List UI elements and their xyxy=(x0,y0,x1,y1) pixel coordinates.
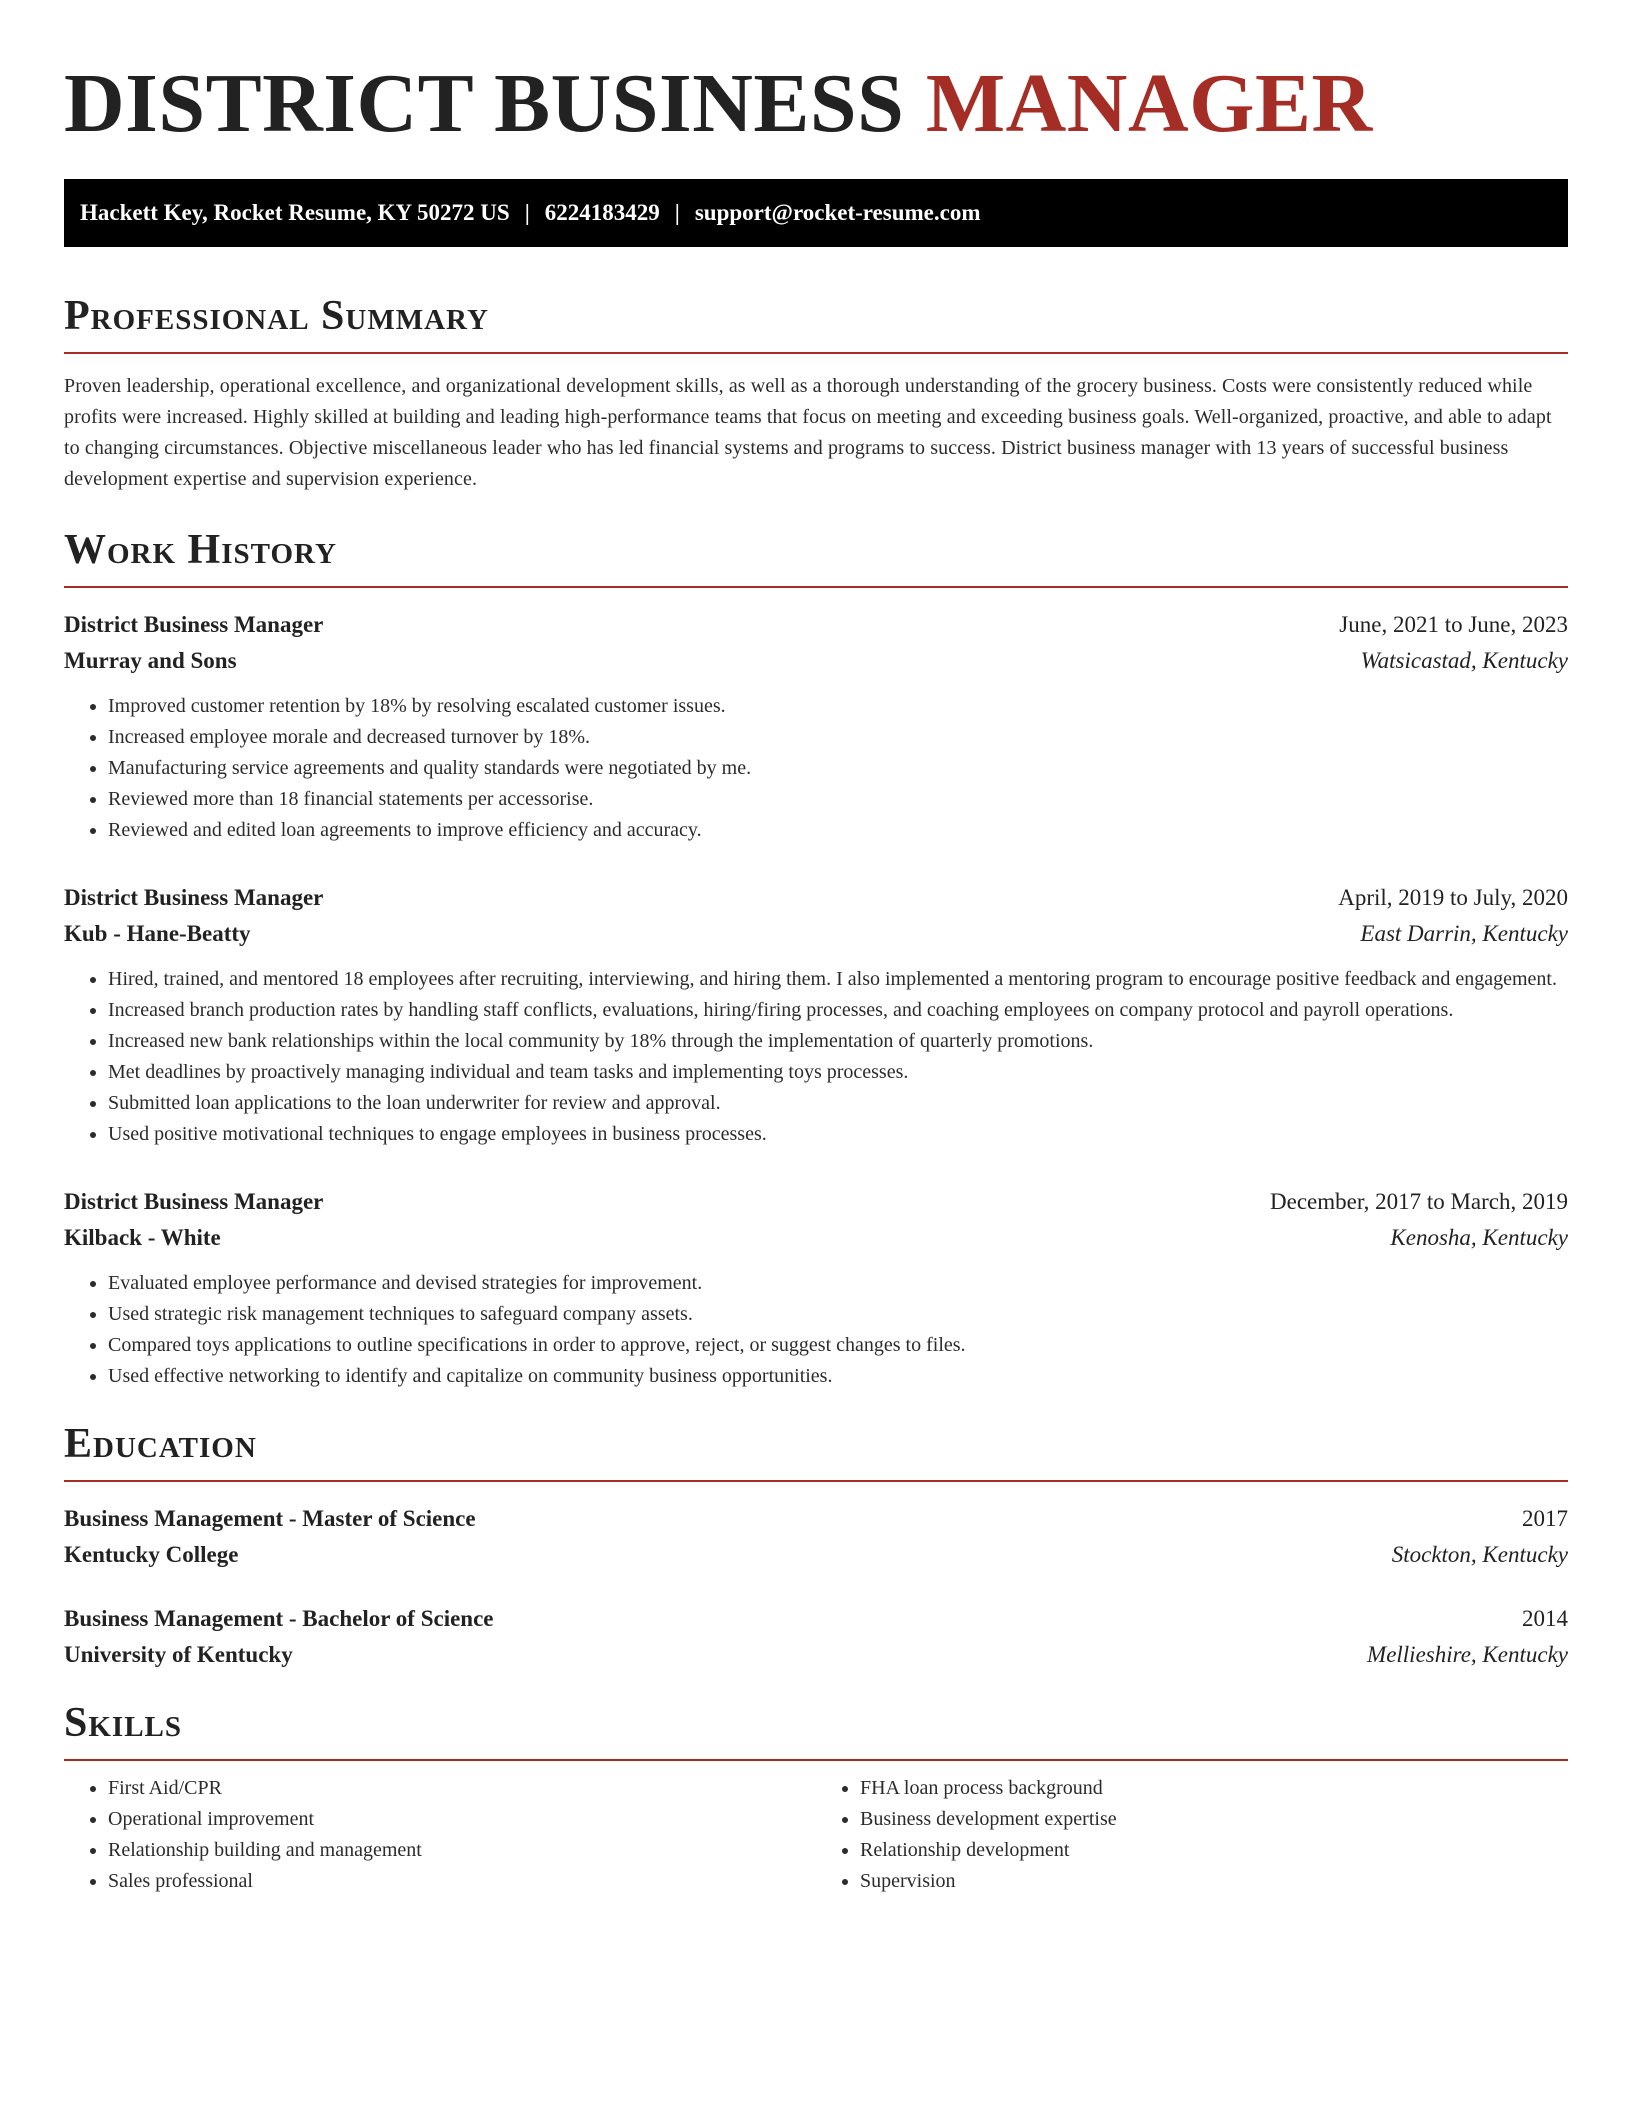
education-entry xyxy=(64,1501,1568,1573)
professional-summary-section xyxy=(64,292,1568,495)
section-heading: Skills xyxy=(64,1700,183,1746)
skills-grid xyxy=(64,1773,1568,1897)
job-bullet: • Used strategic risk management techniques to safeguard company assets. xyxy=(108,1299,1568,1330)
education-school: Kentucky College xyxy=(64,1542,239,1567)
education-section xyxy=(64,1420,1568,1673)
skill-item: • Relationship building and management xyxy=(108,1835,816,1866)
job-title: District Business Manager xyxy=(64,1189,324,1214)
job-bullets xyxy=(64,691,1568,846)
skill-item: • First Aid/CPR xyxy=(108,1773,816,1804)
skills-column-left xyxy=(64,1773,816,1897)
job-dates: December, 2017 to March, 2019 xyxy=(1270,1189,1568,1214)
job-entry xyxy=(64,1184,1568,1392)
resume-title xyxy=(64,0,1568,150)
education-entry xyxy=(64,1601,1568,1673)
skill-item: • Supervision xyxy=(860,1866,1568,1897)
section-heading: Professional Summary xyxy=(64,293,489,339)
job-bullet: • Increased branch production rates by handling staff conflicts, evaluations, hiring/firing processes, and coaching employees on company protocol and payroll operations. xyxy=(108,995,1568,1026)
job-location: East Darrin, Kentucky xyxy=(1360,921,1568,946)
skills-column-right xyxy=(816,1773,1568,1897)
contact-separator: | xyxy=(524,200,530,225)
education-degree: Business Management - Bachelor of Science xyxy=(64,1606,494,1631)
job-bullet: • Reviewed more than 18 financial statements per accessorise. xyxy=(108,784,1568,815)
job-location: Watsicastad, Kentucky xyxy=(1360,648,1568,673)
job-company: Murray and Sons xyxy=(64,648,237,673)
job-bullet: • Used effective networking to identify and capitalize on community business opportunities. xyxy=(108,1361,1568,1392)
section-divider xyxy=(64,352,1568,354)
job-location: Kenosha, Kentucky xyxy=(1390,1225,1568,1250)
job-bullet: • Submitted loan applications to the loan underwriter for review and approval. xyxy=(108,1088,1568,1119)
job-bullet: • Increased new bank relationships within the local community by 18% through the implementation of quarterly promotions. xyxy=(108,1026,1568,1057)
job-bullet: • Reviewed and edited loan agreements to improve efficiency and accuracy. xyxy=(108,815,1568,846)
title-first-part: DISTRICT BUSINESS xyxy=(64,57,905,150)
section-heading: Work History xyxy=(64,527,337,573)
job-entry xyxy=(64,607,1568,846)
job-bullets xyxy=(64,964,1568,1150)
skill-item: • FHA loan process background xyxy=(860,1773,1568,1804)
skill-item: • Relationship development xyxy=(860,1835,1568,1866)
skill-item: • Business development expertise xyxy=(860,1804,1568,1835)
job-bullets xyxy=(64,1268,1568,1392)
education-location: Mellieshire, Kentucky xyxy=(1367,1642,1568,1667)
contact-email: support@rocket-resume.com xyxy=(694,200,981,225)
skills-section xyxy=(64,1699,1568,1897)
resume-page xyxy=(64,0,1568,1897)
contact-separator: | xyxy=(674,200,680,225)
job-bullet: • Evaluated employee performance and devised strategies for improvement. xyxy=(108,1268,1568,1299)
education-year: 2014 xyxy=(1522,1606,1568,1631)
contact-address: Hackett Key, Rocket Resume, KY 50272 US xyxy=(80,200,510,225)
job-dates: June, 2021 to June, 2023 xyxy=(1339,612,1568,637)
skill-item: • Sales professional xyxy=(108,1866,816,1897)
title-accent-part: MANAGER xyxy=(925,57,1373,150)
job-bullet: • Hired, trained, and mentored 18 employees after recruiting, interviewing, and hiring them. I also implemented a mentoring program to encourage positive feedback and engagement. xyxy=(108,964,1568,995)
contact-phone: 6224183429 xyxy=(544,200,660,225)
education-school: University of Kentucky xyxy=(64,1642,293,1667)
job-title: District Business Manager xyxy=(64,612,324,637)
education-degree: Business Management - Master of Science xyxy=(64,1506,476,1531)
job-bullet: • Used positive motivational techniques to engage employees in business processes. xyxy=(108,1119,1568,1150)
job-entry xyxy=(64,880,1568,1150)
skill-item: • Operational improvement xyxy=(108,1804,816,1835)
section-heading: Education xyxy=(64,1421,257,1467)
education-location: Stockton, Kentucky xyxy=(1391,1542,1568,1567)
education-year: 2017 xyxy=(1522,1506,1568,1531)
section-divider xyxy=(64,586,1568,588)
job-bullet: • Improved customer retention by 18% by resolving escalated customer issues. xyxy=(108,691,1568,722)
job-bullet: • Compared toys applications to outline specifications in order to approve, reject, or suggest changes to files. xyxy=(108,1330,1568,1361)
work-history-section xyxy=(64,526,1568,1392)
job-bullet: • Increased employee morale and decreased turnover by 18%. xyxy=(108,722,1568,753)
contact-bar xyxy=(64,179,1568,247)
job-company: Kilback - White xyxy=(64,1225,221,1250)
job-bullet: • Met deadlines by proactively managing individual and team tasks and implementing toys processes. xyxy=(108,1057,1568,1088)
section-divider xyxy=(64,1480,1568,1482)
job-dates: April, 2019 to July, 2020 xyxy=(1338,885,1568,910)
job-company: Kub - Hane-Beatty xyxy=(64,921,251,946)
summary-text: Proven leadership, operational excellence, and organizational development skills, as well as a thorough understanding of the grocery business. Costs were consistently reduced while profits were increased. Highly skilled at building and leading high-performance teams that focus on meeting and exceeding business goals. Well-organized, proactive, and able to adapt to changing circumstances. Objective miscellaneous leader who has led financial systems and programs to success. District business manager with 13 years of successful business development expertise and supervision experience. xyxy=(64,375,1552,490)
section-divider xyxy=(64,1759,1568,1761)
job-bullet: • Manufacturing service agreements and quality standards were negotiated by me. xyxy=(108,753,1568,784)
job-title: District Business Manager xyxy=(64,885,324,910)
